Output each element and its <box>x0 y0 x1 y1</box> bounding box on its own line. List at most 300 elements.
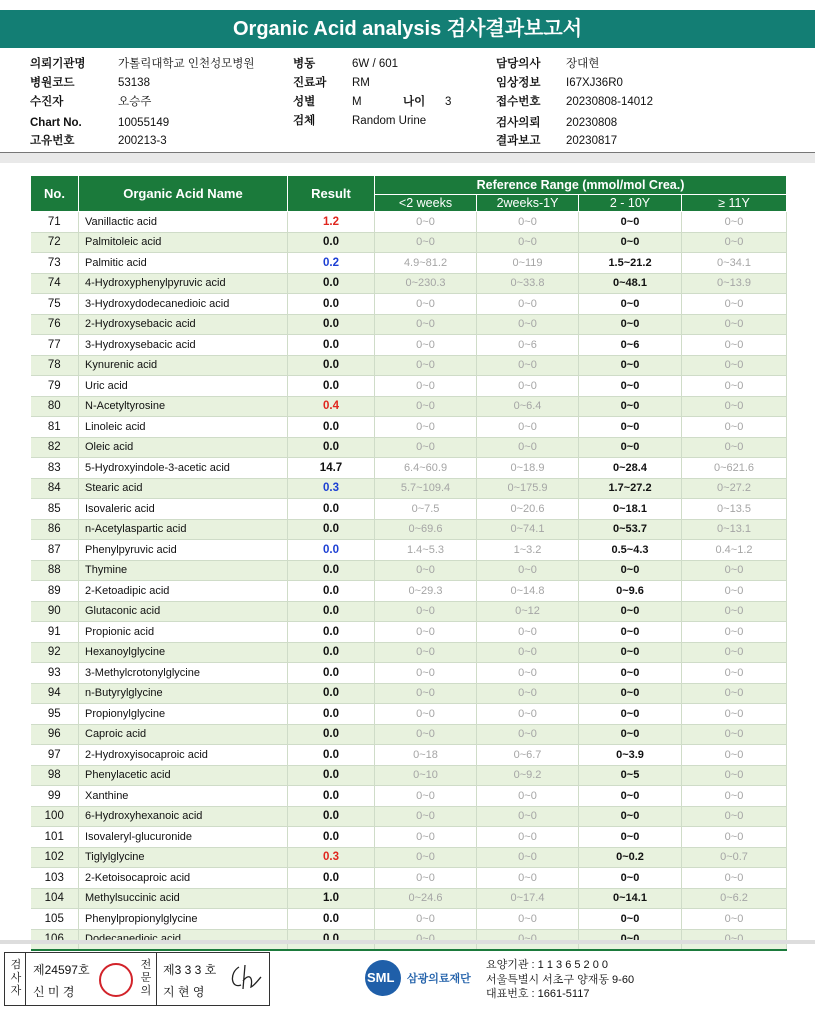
result-value: 0.0 <box>288 909 375 930</box>
result-value: 0.0 <box>288 519 375 540</box>
range-under-2-weeks: 0~18 <box>375 745 477 766</box>
acid-name: Linoleic acid <box>79 417 288 438</box>
range-2weeks-1y: 0~0 <box>477 704 579 725</box>
divider-shade <box>0 153 815 163</box>
range-under-2-weeks: 0~0 <box>375 868 477 889</box>
range-2weeks-1y: 0~0 <box>477 827 579 848</box>
table-row <box>31 827 787 848</box>
table-row <box>31 745 787 766</box>
range-2weeks-1y: 0~0 <box>477 314 579 335</box>
table-row <box>31 622 787 643</box>
header-range-2weeks-1y: 2weeks-1Y <box>477 195 579 212</box>
range-2weeks-1y: 0~0 <box>477 376 579 397</box>
range-under-2-weeks: 0~0 <box>375 294 477 315</box>
range-11y-plus: 0~0 <box>682 642 787 663</box>
range-2-10y: 0~0 <box>579 294 682 315</box>
range-11y-plus: 0~0 <box>682 335 787 356</box>
range-2weeks-1y: 0~175.9 <box>477 478 579 499</box>
range-11y-plus: 0~0 <box>682 622 787 643</box>
info-value: 20230808 <box>566 117 618 129</box>
range-2weeks-1y: 0~14.8 <box>477 581 579 602</box>
result-value: 0.0 <box>288 314 375 335</box>
acid-name: Phenylpropionylglycine <box>79 909 288 930</box>
acid-name: Stearic acid <box>79 478 288 499</box>
result-value: 0.0 <box>288 786 375 807</box>
info-label: 의뢰기관명 <box>30 58 86 70</box>
result-value: 0.0 <box>288 683 375 704</box>
table-row <box>31 437 787 458</box>
range-2weeks-1y: 0~74.1 <box>477 519 579 540</box>
row-no: 86 <box>31 519 79 540</box>
range-2-10y: 0~0 <box>579 909 682 930</box>
range-2weeks-1y: 0~6.7 <box>477 745 579 766</box>
table-row <box>31 601 787 622</box>
range-2-10y: 0~14.1 <box>579 888 682 909</box>
row-no: 81 <box>31 417 79 438</box>
range-under-2-weeks: 4.9~81.2 <box>375 253 477 274</box>
range-2-10y: 0.5~4.3 <box>579 540 682 561</box>
result-value: 0.0 <box>288 704 375 725</box>
acid-name: 5-Hydroxyindole-3-acetic acid <box>79 458 288 479</box>
range-under-2-weeks: 0~0 <box>375 437 477 458</box>
table-row <box>31 683 787 704</box>
result-value: 0.0 <box>288 724 375 745</box>
range-2-10y: 0~0 <box>579 663 682 684</box>
info-label: 임상정보 <box>496 77 541 89</box>
table-row <box>31 376 787 397</box>
range-2weeks-1y: 0~0 <box>477 232 579 253</box>
acid-name: n-Acetylaspartic acid <box>79 519 288 540</box>
range-2-10y: 0~28.4 <box>579 458 682 479</box>
inspector-name: 신 미 경 <box>33 985 75 999</box>
range-11y-plus: 0~0 <box>682 294 787 315</box>
range-2weeks-1y: 0~6 <box>477 335 579 356</box>
range-11y-plus: 0~0 <box>682 765 787 786</box>
range-under-2-weeks: 0~0 <box>375 827 477 848</box>
range-11y-plus: 0~0 <box>682 868 787 889</box>
row-no: 78 <box>31 355 79 376</box>
range-11y-plus: 0~0 <box>682 212 787 233</box>
acid-name: 2-Ketoisocaproic acid <box>79 868 288 889</box>
acid-name: 2-Hydroxysebacic acid <box>79 314 288 335</box>
range-2-10y: 0~0 <box>579 396 682 417</box>
row-no: 103 <box>31 868 79 889</box>
range-11y-plus: 0~0 <box>682 581 787 602</box>
acid-name: Thymine <box>79 560 288 581</box>
row-no: 85 <box>31 499 79 520</box>
range-under-2-weeks: 0~0 <box>375 355 477 376</box>
table-row <box>31 232 787 253</box>
range-11y-plus: 0.4~1.2 <box>682 540 787 561</box>
specialist-license-no: 제3 3 3 호 <box>163 963 217 977</box>
range-under-2-weeks: 0~0 <box>375 622 477 643</box>
range-2-10y: 0~0 <box>579 622 682 643</box>
range-2-10y: 0~0 <box>579 437 682 458</box>
result-value: 1.0 <box>288 888 375 909</box>
row-no: 93 <box>31 663 79 684</box>
table-row <box>31 642 787 663</box>
acid-name: Methylsuccinic acid <box>79 888 288 909</box>
row-no: 73 <box>31 253 79 274</box>
range-2weeks-1y: 0~0 <box>477 622 579 643</box>
header-range-11y-plus: ≥ 11Y <box>682 195 787 212</box>
acid-name: n-Butyrylglycine <box>79 683 288 704</box>
range-11y-plus: 0~0.7 <box>682 847 787 868</box>
info-label: 접수번호 <box>496 96 541 108</box>
info-value: 20230808-14012 <box>566 96 653 108</box>
result-value: 0.0 <box>288 294 375 315</box>
range-under-2-weeks: 6.4~60.9 <box>375 458 477 479</box>
result-value: 0.0 <box>288 560 375 581</box>
range-2-10y: 0~0 <box>579 417 682 438</box>
table-row <box>31 335 787 356</box>
specialist-label: 전 문 의 <box>140 959 152 997</box>
range-under-2-weeks: 0~0 <box>375 417 477 438</box>
acid-name: N-Acetyltyrosine <box>79 396 288 417</box>
range-under-2-weeks: 0~69.6 <box>375 519 477 540</box>
table-row <box>31 581 787 602</box>
result-value: 0.0 <box>288 827 375 848</box>
table-row <box>31 724 787 745</box>
range-2-10y: 0~53.7 <box>579 519 682 540</box>
row-no: 76 <box>31 314 79 335</box>
range-2weeks-1y: 0~0 <box>477 806 579 827</box>
result-value: 0.2 <box>288 253 375 274</box>
range-under-2-weeks: 0~0 <box>375 560 477 581</box>
result-value: 0.0 <box>288 376 375 397</box>
table-row <box>31 458 787 479</box>
row-no: 95 <box>31 704 79 725</box>
range-under-2-weeks: 0~0 <box>375 909 477 930</box>
range-under-2-weeks: 0~0 <box>375 704 477 725</box>
row-no: 92 <box>31 642 79 663</box>
range-under-2-weeks: 0~0 <box>375 314 477 335</box>
info-value: 10055149 <box>118 117 170 129</box>
acid-name: 3-Hydroxydodecanedioic acid <box>79 294 288 315</box>
info-value: 20230817 <box>566 135 618 147</box>
range-11y-plus: 0~0 <box>682 704 787 725</box>
range-under-2-weeks: 0~0 <box>375 212 477 233</box>
range-2-10y: 0~0 <box>579 314 682 335</box>
range-2weeks-1y: 0~0 <box>477 909 579 930</box>
table-row <box>31 560 787 581</box>
range-11y-plus: 0~0 <box>682 745 787 766</box>
range-2weeks-1y: 0~0 <box>477 847 579 868</box>
acid-name: Oleic acid <box>79 437 288 458</box>
range-2weeks-1y: 0~18.9 <box>477 458 579 479</box>
header-range-2-10y: 2 - 10Y <box>579 195 682 212</box>
result-value: 0.0 <box>288 335 375 356</box>
table-row <box>31 212 787 233</box>
range-2weeks-1y: 0~0 <box>477 417 579 438</box>
range-2weeks-1y: 0~0 <box>477 355 579 376</box>
info-label: 결과보고 <box>496 135 541 147</box>
result-value: 0.3 <box>288 478 375 499</box>
result-value: 0.0 <box>288 601 375 622</box>
logo-mark: SML <box>367 970 395 985</box>
range-11y-plus: 0~0 <box>682 663 787 684</box>
contact-line: 대표번호 : 1661-5117 <box>486 988 590 1000</box>
row-no: 71 <box>31 212 79 233</box>
range-11y-plus: 0~13.1 <box>682 519 787 540</box>
acid-name: Isovaleryl-glucuronide <box>79 827 288 848</box>
row-no: 105 <box>31 909 79 930</box>
range-under-2-weeks: 0~29.3 <box>375 581 477 602</box>
acid-name: Kynurenic acid <box>79 355 288 376</box>
info-label: 담당의사 <box>496 58 541 70</box>
row-no: 101 <box>31 827 79 848</box>
range-2-10y: 0~0 <box>579 601 682 622</box>
row-no: 94 <box>31 683 79 704</box>
row-no: 99 <box>31 786 79 807</box>
range-2-10y: 0~0 <box>579 683 682 704</box>
table-row <box>31 417 787 438</box>
row-no: 82 <box>31 437 79 458</box>
range-2-10y: 0~0.2 <box>579 847 682 868</box>
range-11y-plus: 0~0 <box>682 396 787 417</box>
range-2weeks-1y: 1~3.2 <box>477 540 579 561</box>
acid-name: 2-Hydroxyisocaproic acid <box>79 745 288 766</box>
seal-stamp <box>99 963 133 997</box>
table-row <box>31 868 787 889</box>
table-row <box>31 765 787 786</box>
range-2weeks-1y: 0~6.4 <box>477 396 579 417</box>
range-under-2-weeks: 5.7~109.4 <box>375 478 477 499</box>
range-2weeks-1y: 0~0 <box>477 724 579 745</box>
table-row <box>31 786 787 807</box>
result-value: 0.0 <box>288 540 375 561</box>
range-11y-plus: 0~0 <box>682 232 787 253</box>
range-2-10y: 0~0 <box>579 232 682 253</box>
info-value: 53138 <box>118 77 150 89</box>
range-2weeks-1y: 0~12 <box>477 601 579 622</box>
range-2weeks-1y: 0~0 <box>477 294 579 315</box>
range-11y-plus: 0~0 <box>682 314 787 335</box>
info-value: Random Urine <box>352 115 427 127</box>
signature-scribble <box>227 963 263 993</box>
age-label: 나이 <box>403 96 426 108</box>
range-11y-plus: 0~0 <box>682 437 787 458</box>
range-2weeks-1y: 0~0 <box>477 868 579 889</box>
range-under-2-weeks: 0~0 <box>375 806 477 827</box>
table-row <box>31 540 787 561</box>
age-value: 3 <box>445 96 452 108</box>
range-under-2-weeks: 0~0 <box>375 724 477 745</box>
acid-name: Phenylpyruvic acid <box>79 540 288 561</box>
table-row <box>31 294 787 315</box>
table-row <box>31 396 787 417</box>
info-label: Chart No. <box>30 117 82 129</box>
range-11y-plus: 0~0 <box>682 806 787 827</box>
acid-name: Glutaconic acid <box>79 601 288 622</box>
table-row <box>31 909 787 930</box>
header-reference-range: Reference Range (mmol/mol Crea.) <box>375 176 787 195</box>
acid-name: Xanthine <box>79 786 288 807</box>
range-2weeks-1y: 0~0 <box>477 786 579 807</box>
table-row <box>31 355 787 376</box>
result-value: 0.0 <box>288 499 375 520</box>
info-label: 수진자 <box>30 96 64 108</box>
result-value: 0.0 <box>288 868 375 889</box>
range-2-10y: 0~0 <box>579 560 682 581</box>
contact-line: 서울특별시 서초구 양재동 9-60 <box>486 973 635 986</box>
range-under-2-weeks: 0~24.6 <box>375 888 477 909</box>
acid-name: Tiglylglycine <box>79 847 288 868</box>
info-value: 오승주 <box>118 96 152 108</box>
range-2-10y: 0~0 <box>579 355 682 376</box>
range-11y-plus: 0~13.5 <box>682 499 787 520</box>
table-row <box>31 273 787 294</box>
range-under-2-weeks: 0~0 <box>375 335 477 356</box>
result-value: 0.0 <box>288 581 375 602</box>
range-2-10y: 0~0 <box>579 724 682 745</box>
row-no: 83 <box>31 458 79 479</box>
range-2-10y: 0~0 <box>579 806 682 827</box>
contact-info <box>486 958 634 1002</box>
range-11y-plus: 0~6.2 <box>682 888 787 909</box>
row-no: 89 <box>31 581 79 602</box>
table-row <box>31 253 787 274</box>
range-2weeks-1y: 0~20.6 <box>477 499 579 520</box>
results-table <box>30 175 787 951</box>
table-row <box>31 847 787 868</box>
range-2weeks-1y: 0~0 <box>477 212 579 233</box>
range-under-2-weeks: 0~10 <box>375 765 477 786</box>
table-row <box>31 314 787 335</box>
result-value: 0.4 <box>288 396 375 417</box>
acid-name: 6-Hydroxyhexanoic acid <box>79 806 288 827</box>
info-label: 검체 <box>293 115 316 127</box>
range-2weeks-1y: 0~0 <box>477 437 579 458</box>
range-2weeks-1y: 0~17.4 <box>477 888 579 909</box>
acid-name: Vanillactic acid <box>79 212 288 233</box>
range-2weeks-1y: 0~33.8 <box>477 273 579 294</box>
acid-name: 3-Methylcrotonylglycine <box>79 663 288 684</box>
acid-name: 3-Hydroxysebacic acid <box>79 335 288 356</box>
range-2weeks-1y: 0~0 <box>477 642 579 663</box>
range-under-2-weeks: 0~0 <box>375 786 477 807</box>
table-row <box>31 806 787 827</box>
result-value: 14.7 <box>288 458 375 479</box>
range-under-2-weeks: 0~0 <box>375 642 477 663</box>
result-value: 0.0 <box>288 642 375 663</box>
info-label: 진료과 <box>293 77 327 89</box>
info-value: 가톨릭대학교 인천성모병원 <box>118 58 255 70</box>
range-under-2-weeks: 0~7.5 <box>375 499 477 520</box>
range-under-2-weeks: 0~0 <box>375 601 477 622</box>
range-2-10y: 0~0 <box>579 827 682 848</box>
result-value: 0.0 <box>288 663 375 684</box>
row-no: 72 <box>31 232 79 253</box>
result-value: 0.0 <box>288 622 375 643</box>
acid-name: Isovaleric acid <box>79 499 288 520</box>
range-11y-plus: 0~0 <box>682 724 787 745</box>
row-no: 104 <box>31 888 79 909</box>
range-2weeks-1y: 0~0 <box>477 663 579 684</box>
range-2-10y: 0~0 <box>579 868 682 889</box>
row-no: 80 <box>31 396 79 417</box>
info-label: 고유번호 <box>30 135 75 147</box>
row-no: 98 <box>31 765 79 786</box>
info-value: RM <box>352 77 370 89</box>
range-2-10y: 1.5~21.2 <box>579 253 682 274</box>
range-11y-plus: 0~34.1 <box>682 253 787 274</box>
info-value: 장대현 <box>566 58 600 70</box>
result-value: 0.0 <box>288 273 375 294</box>
acid-name: Phenylacetic acid <box>79 765 288 786</box>
row-no: 96 <box>31 724 79 745</box>
range-2-10y: 0~18.1 <box>579 499 682 520</box>
range-2-10y: 0~0 <box>579 376 682 397</box>
table-row <box>31 478 787 499</box>
table-row <box>31 519 787 540</box>
range-11y-plus: 0~0 <box>682 909 787 930</box>
row-no: 91 <box>31 622 79 643</box>
range-2weeks-1y: 0~0 <box>477 560 579 581</box>
range-2-10y: 0~48.1 <box>579 273 682 294</box>
range-2-10y: 0~0 <box>579 786 682 807</box>
acid-name: Uric acid <box>79 376 288 397</box>
signature-box <box>4 952 270 1006</box>
range-11y-plus: 0~0 <box>682 827 787 848</box>
acid-name: Caproic acid <box>79 724 288 745</box>
row-no: 79 <box>31 376 79 397</box>
info-value: I67XJ36R0 <box>566 77 623 89</box>
range-2-10y: 0~9.6 <box>579 581 682 602</box>
info-value: 6W / 601 <box>352 58 399 70</box>
specialist-name: 지 현 영 <box>163 985 205 999</box>
logo-name: 삼광의료재단 <box>407 973 471 985</box>
row-no: 102 <box>31 847 79 868</box>
range-11y-plus: 0~621.6 <box>682 458 787 479</box>
inspector-license-no: 제24597호 <box>33 963 90 977</box>
range-11y-plus: 0~0 <box>682 355 787 376</box>
range-under-2-weeks: 0~0 <box>375 376 477 397</box>
row-no: 77 <box>31 335 79 356</box>
report-title: Organic Acid analysis 검사결과보고서 <box>0 10 815 48</box>
range-under-2-weeks: 0~0 <box>375 232 477 253</box>
range-under-2-weeks: 0~230.3 <box>375 273 477 294</box>
result-value: 0.0 <box>288 417 375 438</box>
row-no: 90 <box>31 601 79 622</box>
acid-name: Palmitic acid <box>79 253 288 274</box>
header-name: Organic Acid Name <box>79 176 288 212</box>
range-2-10y: 0~6 <box>579 335 682 356</box>
range-2-10y: 0~3.9 <box>579 745 682 766</box>
result-value: 0.0 <box>288 745 375 766</box>
result-value: 0.0 <box>288 437 375 458</box>
range-2weeks-1y: 0~9.2 <box>477 765 579 786</box>
range-11y-plus: 0~0 <box>682 560 787 581</box>
result-value: 0.0 <box>288 765 375 786</box>
range-2-10y: 0~0 <box>579 212 682 233</box>
row-no: 87 <box>31 540 79 561</box>
range-2-10y: 0~0 <box>579 704 682 725</box>
header-result: Result <box>288 176 375 212</box>
info-label: 성별 <box>293 96 316 108</box>
header-range-under-2-weeks: <2 weeks <box>375 195 477 212</box>
table-row <box>31 499 787 520</box>
info-label: 병동 <box>293 58 316 70</box>
range-under-2-weeks: 0~0 <box>375 847 477 868</box>
row-no: 74 <box>31 273 79 294</box>
row-no: 97 <box>31 745 79 766</box>
row-no: 88 <box>31 560 79 581</box>
table-row <box>31 704 787 725</box>
acid-name: 4-Hydroxyphenylpyruvic acid <box>79 273 288 294</box>
range-2weeks-1y: 0~119 <box>477 253 579 274</box>
info-label: 검사의뢰 <box>496 117 541 129</box>
